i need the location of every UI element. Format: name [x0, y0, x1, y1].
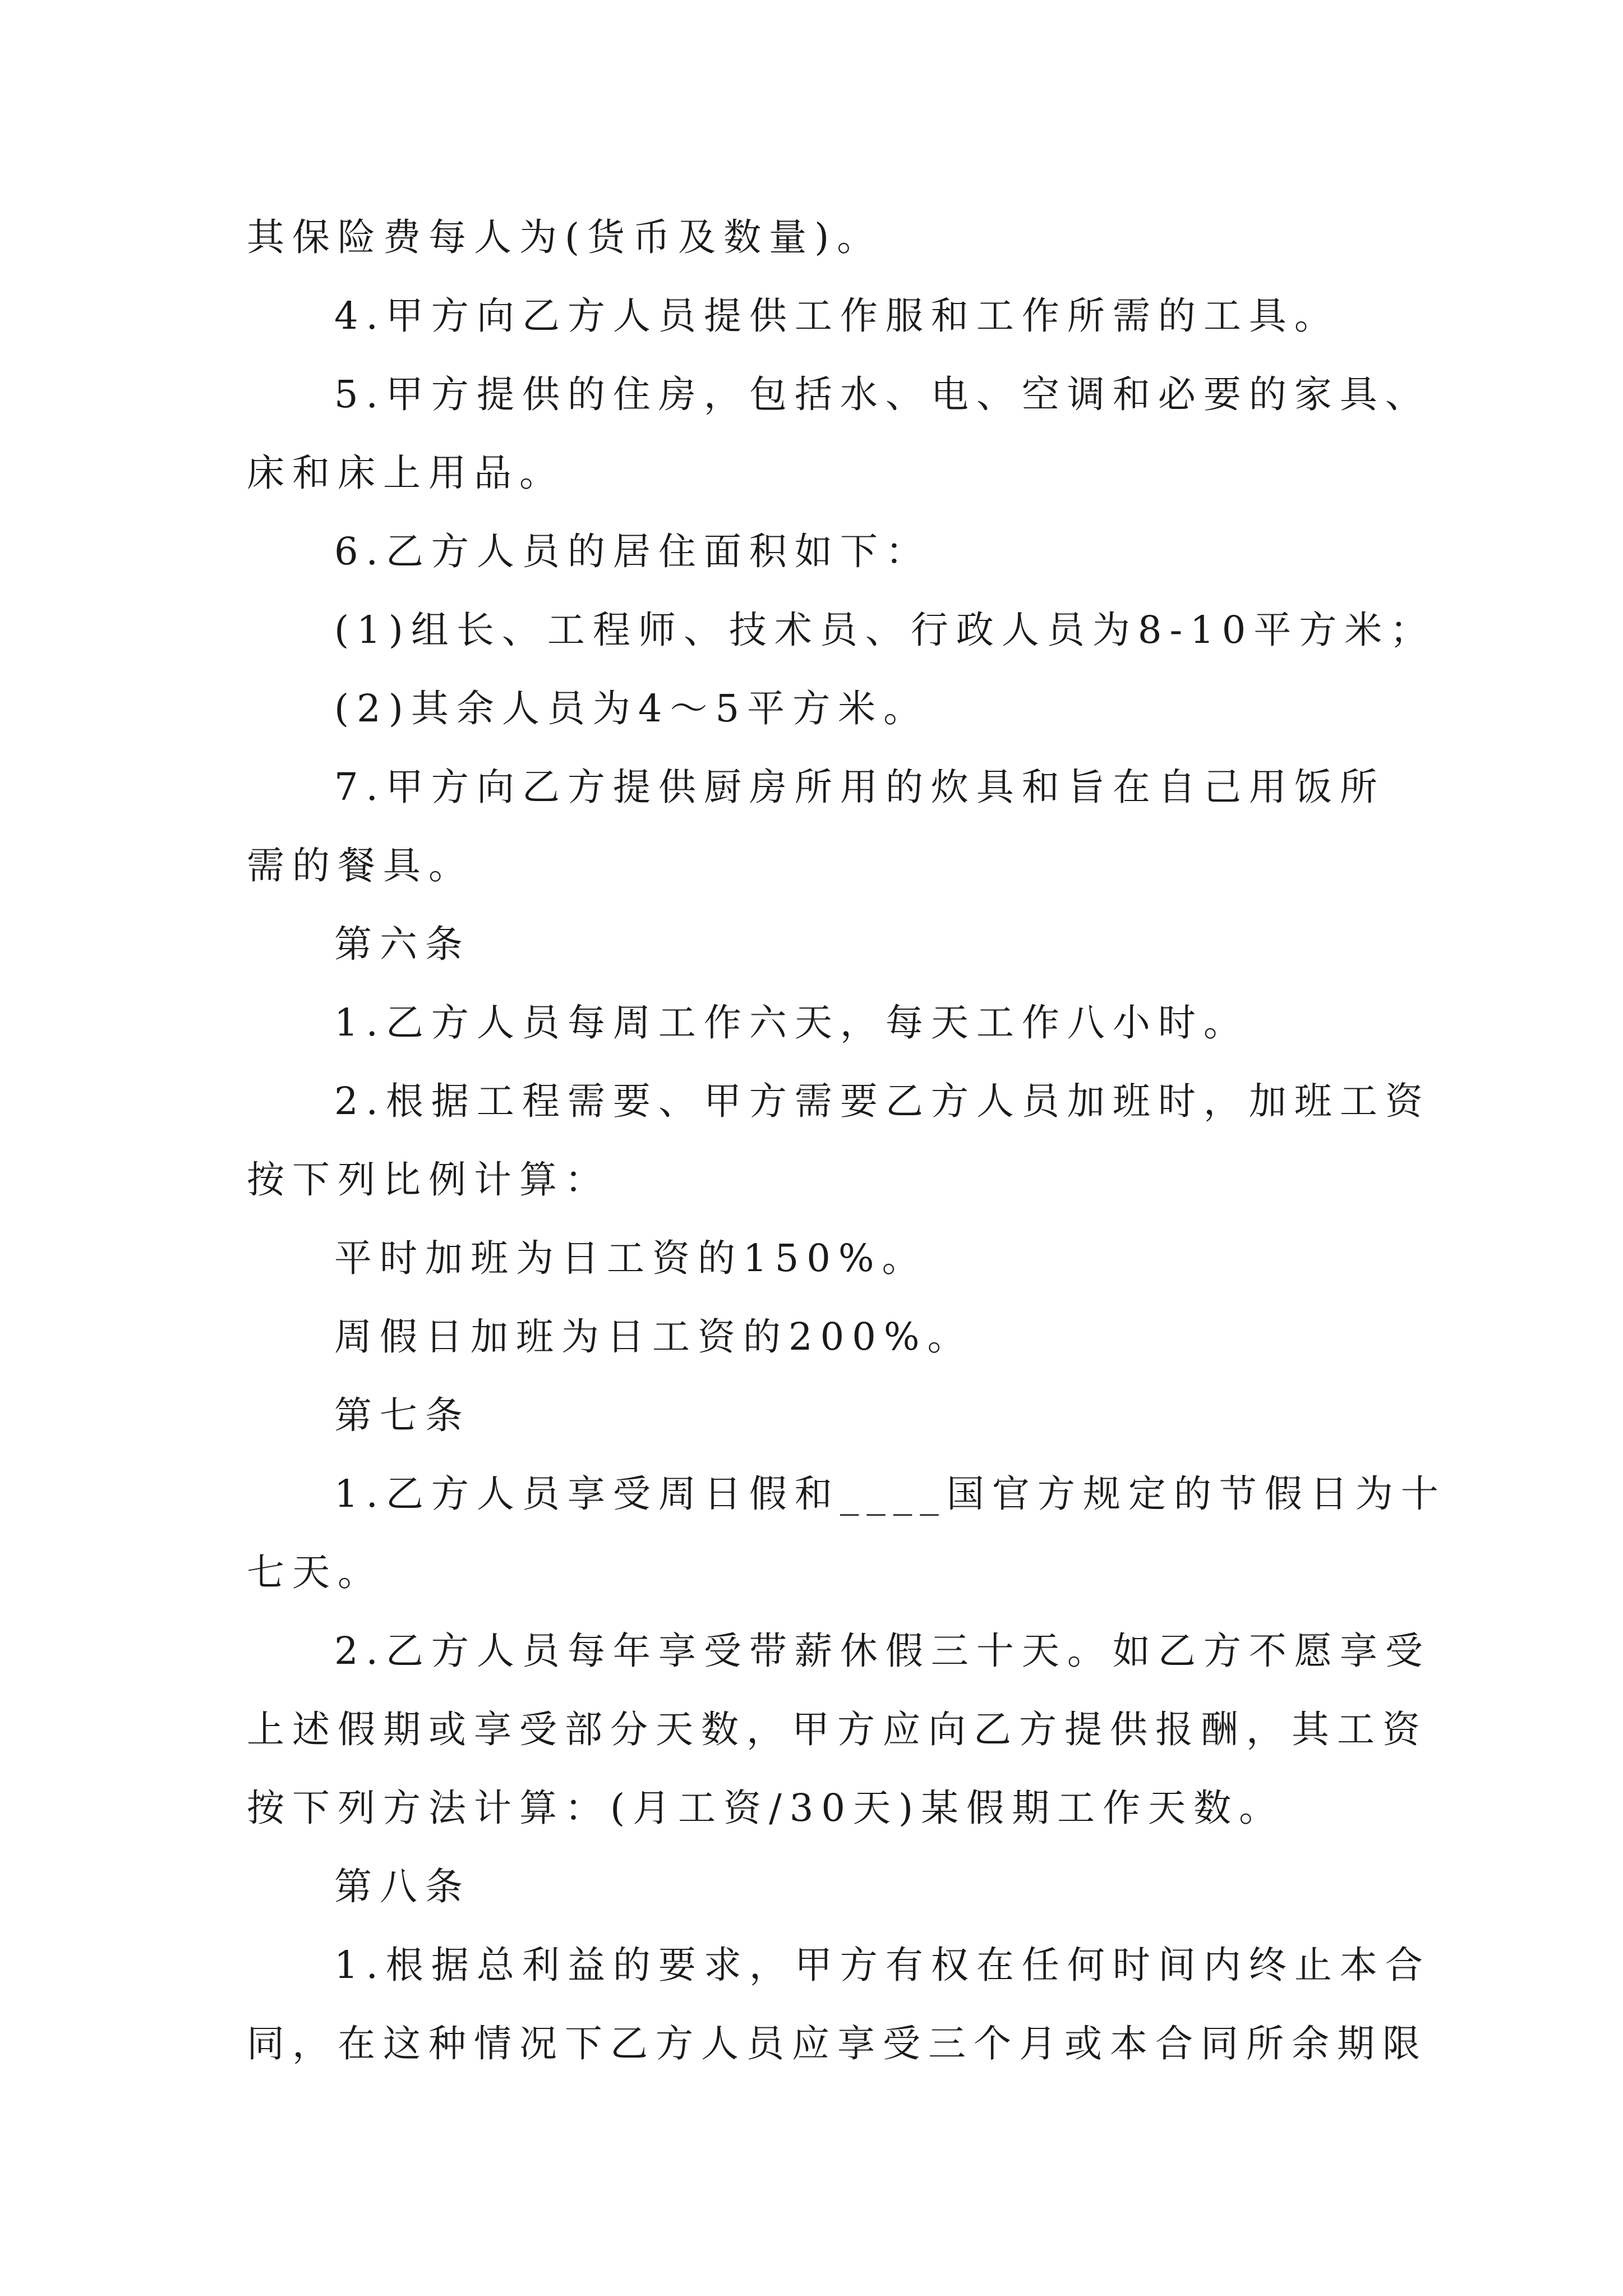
text-line-item-5: 5.甲方提供的住房，包括水、电、空调和必要的家具、: [334, 372, 1431, 416]
text-line-item-5-cont: 床和床上用品。: [247, 451, 565, 495]
text-line-item-6-1: (1)组长、工程师、技术员、行政人员为8-10平方米；: [334, 608, 1436, 652]
text-line-overtime-weekday: 平时加班为日工资的150%。: [334, 1236, 928, 1280]
text-line-article-7-item-1: 1.乙方人员享受周日假和____国官方规定的节假日为十: [334, 1472, 1446, 1516]
text-line-article-8-item-1-cont: 同，在这种情况下乙方人员应享受三个月或本合同所余期限: [247, 2022, 1428, 2065]
text-line-item-6: 6.乙方人员的居住面积如下：: [334, 530, 931, 573]
text-line-article-6-item-2: 2.根据工程需要、甲方需要乙方人员加班时，加班工资: [334, 1079, 1431, 1123]
text-line-article-8-item-1: 1.根据总利益的要求，甲方有权在任何时间内终止本合: [334, 1943, 1431, 1987]
section-heading-article-6: 第六条: [334, 922, 471, 966]
text-line-article-7-item-2: 2.乙方人员每年享受带薪休假三十天。如乙方不愿享受: [334, 1629, 1431, 1673]
text-line-item-7-cont: 需的餐具。: [247, 844, 474, 887]
text-line-overtime-holiday: 周假日加班为日工资的200%。: [334, 1315, 973, 1359]
section-heading-article-8: 第八条: [334, 1865, 471, 1908]
text-line-item-6-2: (2)其余人员为4～5平方米。: [334, 687, 929, 730]
section-heading-article-7: 第七条: [334, 1393, 471, 1437]
text-line-insurance-fee: 其保险费每人为(货币及数量)。: [247, 215, 883, 259]
text-line-item-4: 4.甲方向乙方人员提供工作服和工作所需的工具。: [334, 294, 1340, 338]
text-line-article-7-item-2-formula: 按下列方法计算：(月工资/30天)某假期工作天数。: [247, 1786, 1285, 1830]
text-line-article-7-item-2-cont: 上述假期或享受部分天数，甲方应向乙方提供报酬，其工资: [247, 1708, 1428, 1751]
text-line-item-7: 7.甲方向乙方提供厨房所用的炊具和旨在自己用饭所: [334, 765, 1385, 809]
text-line-article-7-item-1-cont: 七天。: [247, 1550, 383, 1594]
text-line-article-6-item-2-cont: 按下列比例计算：: [247, 1158, 610, 1202]
text-line-article-6-item-1: 1.乙方人员每周工作六天，每天工作八小时。: [334, 1001, 1249, 1045]
